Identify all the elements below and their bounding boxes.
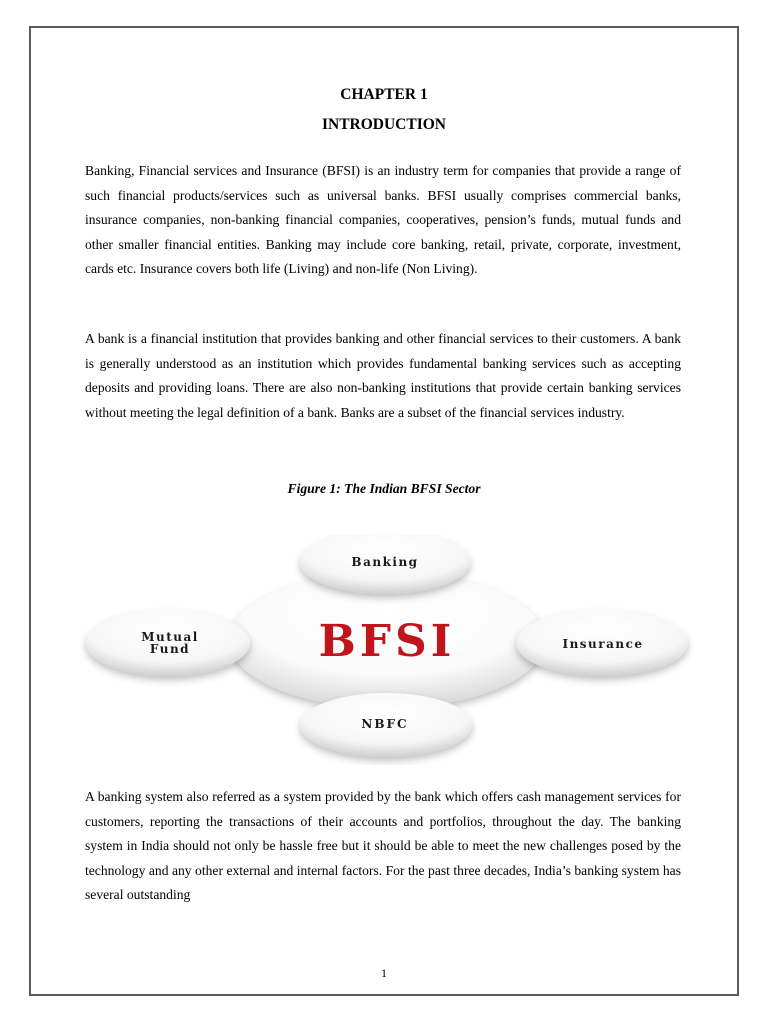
- paragraph-1: Banking, Financial services and Insurance (BFSI) is an industry term for companies that provide a range of such financial products/services such as universal banks. BFSI usually comprises commercial banks, insurance companies, non-banking financial companies, cooperatives, pension’s funds, mutual funds and other smaller financial entities. Banking may include core banking, retail, private, corporate, investment, cards etc. Insurance covers both life (Living) and non-life (Non Living).: [85, 163, 681, 277]
- bfsi-diagram: [80, 535, 695, 765]
- bfsi-center-label: BFSI: [318, 616, 456, 667]
- insurance-label: Insurance: [562, 637, 644, 651]
- banking-label: Banking: [351, 555, 419, 569]
- mutual-fund-label-line1: Mutual: [141, 630, 199, 644]
- page-number: 1: [381, 966, 387, 980]
- chapter-title: INTRODUCTION: [321, 116, 446, 133]
- mutual-fund-label-line2: Fund: [149, 642, 191, 656]
- paragraph-2: A bank is a financial institution that provides banking and other financial services to their customers. A bank is generally understood as an institution which provides fundamental banking services such as accepting deposits and providing loans. There are also non-banking institutions that provide certain banking services without meeting the legal definition of a bank. Banks are a subset of the financial services industry.: [85, 331, 681, 420]
- nbfc-label: NBFC: [361, 717, 409, 731]
- paragraph-3: A banking system also referred as a system provided by the bank which offers cash management services for customers, reporting the transactions of their accounts and portfolios, throughout the day. The banking system in India should not only be hassle free but it should be able to meet the new challenges posed by the technology and any other external and internal factors. For the past three decades, India’s banking system has several outstanding: [85, 789, 681, 903]
- chapter-heading: CHAPTER 1: [340, 86, 428, 103]
- figure-caption: Figure 1: The Indian BFSI Sector: [287, 481, 481, 496]
